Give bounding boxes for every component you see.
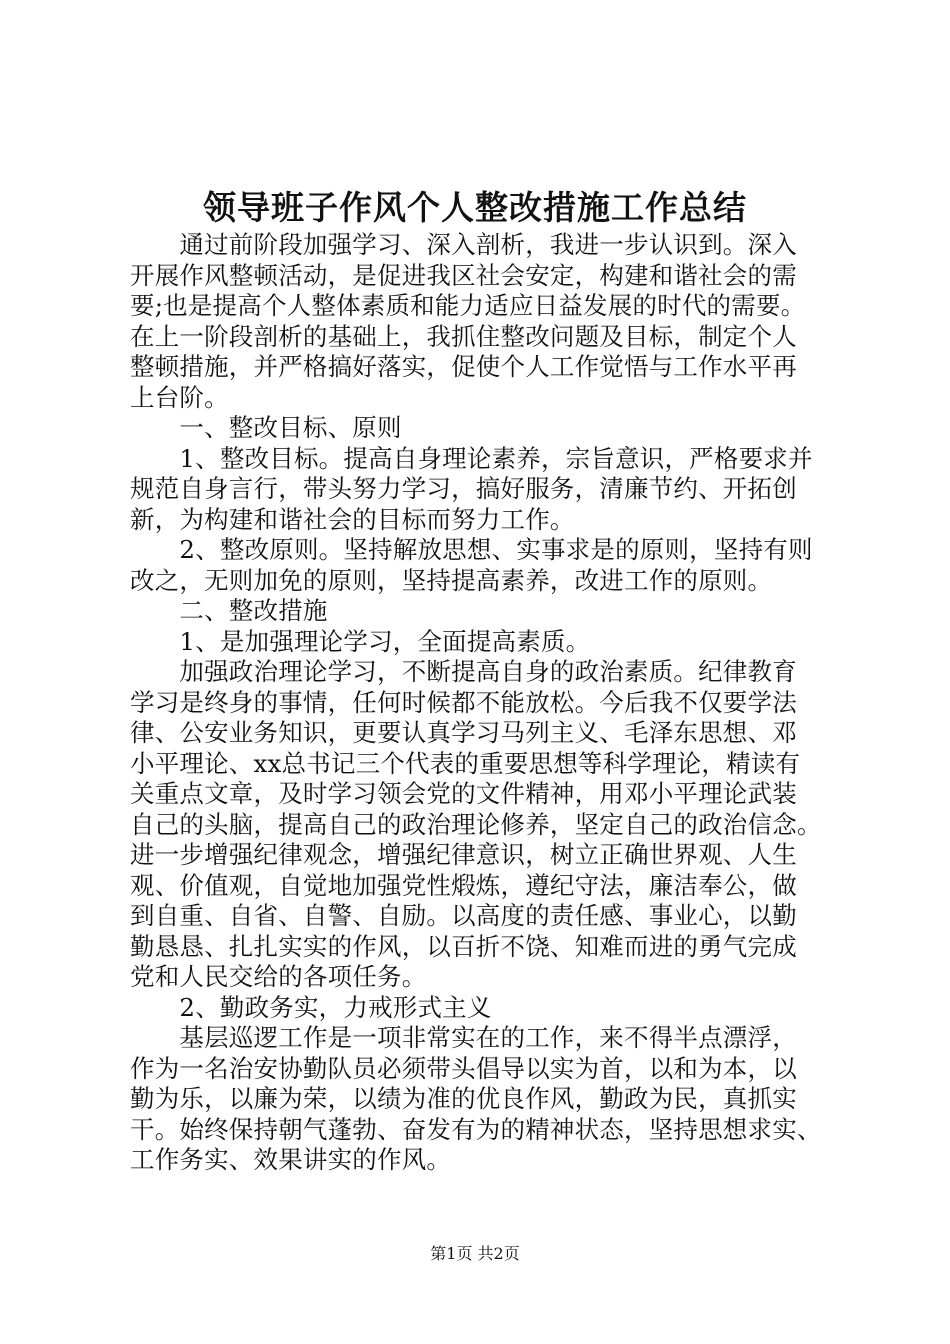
- text-line: 新，为构建和谐社会的目标而努力工作。: [130, 504, 575, 534]
- section-heading: 二、整改措施: [130, 596, 328, 625]
- page-footer: 第1页 共2页: [430, 1244, 520, 1263]
- text-line: 进一步增强纪律观念，增强纪律意识，树立正确世界观、人生: [130, 840, 797, 869]
- text-line: 通过前阶段加强学习、深入剖析，我进一步认识到。深入: [130, 230, 797, 259]
- text-line: 律、公安业务知识，更要认真学习马列主义、毛泽东思想、邓: [130, 718, 797, 747]
- document-body: [130, 230, 830, 1176]
- subsection-heading: 2、勤政务实，力戒形式主义: [130, 992, 492, 1022]
- text-line: 作为一名治安协勤队员必须带头倡导以实为首，以和为本，以: [130, 1053, 797, 1083]
- text-line: 上台阶。: [130, 382, 229, 412]
- text-line: 自己的头脑，提高自己的政治理论修养，坚定自己的政治信念。: [130, 809, 822, 839]
- text-line: 小平理论、xx总书记三个代表的重要思想等科学理论，精读有: [130, 748, 801, 778]
- text-line: 整顿措施，并严格搞好落实，促使个人工作觉悟与工作水平再: [130, 352, 797, 381]
- section-heading: 一、整改目标、原则: [130, 413, 402, 442]
- text-line: 开展作风整顿活动，是促进我区社会安定，构建和谐社会的需: [130, 260, 797, 290]
- text-line: 基层巡逻工作是一项非常实在的工作，来不得半点漂浮，: [130, 1023, 797, 1052]
- text-line: 党和人民交给的各项任务。: [130, 962, 427, 991]
- text-line: 勤恳恳、扎扎实实的作风，以百折不饶、知难而进的勇气完成: [130, 931, 797, 961]
- text-line: 规范自身言行，带头努力学习，搞好服务，清廉节约、开拓创: [130, 474, 797, 503]
- text-line: 到自重、自省、自警、自励。以高度的责任感、事业心，以勤: [130, 901, 797, 930]
- text-line: 在上一阶段剖析的基础上，我抓住整改问题及目标，制定个人: [130, 321, 797, 351]
- text-line: 干。始终保持朝气蓬勃、奋发有为的精神状态，坚持思想求实、: [130, 1114, 822, 1144]
- subsection-heading: 1、是加强理论学习，全面提高素质。: [130, 626, 591, 656]
- text-line: 1、整改目标。提高自身理论素养，宗旨意识，严格要求并: [130, 443, 813, 473]
- text-line: 勤为乐，以廉为荣，以绩为准的优良作风，勤政为民，真抓实: [130, 1084, 797, 1113]
- text-line: 2、整改原则。坚持解放思想、实事求是的原则，坚持有则: [130, 535, 813, 564]
- text-line: 改之，无则加免的原则，坚持提高素养，改进工作的原则。: [130, 565, 773, 595]
- text-line: 关重点文章，及时学习领会党的文件精神，用邓小平理论武装: [130, 779, 797, 808]
- text-line: 要;也是提高个人整体素质和能力适应日益发展的时代的需要。: [130, 291, 806, 320]
- text-line: 加强政治理论学习，不断提高自身的政治素质。纪律教育: [130, 657, 797, 686]
- text-line: 工作务实、效果讲实的作风。: [130, 1145, 452, 1174]
- document-title: 领导班子作风个人整改措施工作总结: [203, 188, 747, 227]
- text-line: 观、价值观，自觉地加强党性煅炼，遵纪守法，廉洁奉公，做: [130, 870, 797, 900]
- text-line: 学习是终身的事情，任何时候都不能放松。今后我不仅要学法: [130, 687, 797, 717]
